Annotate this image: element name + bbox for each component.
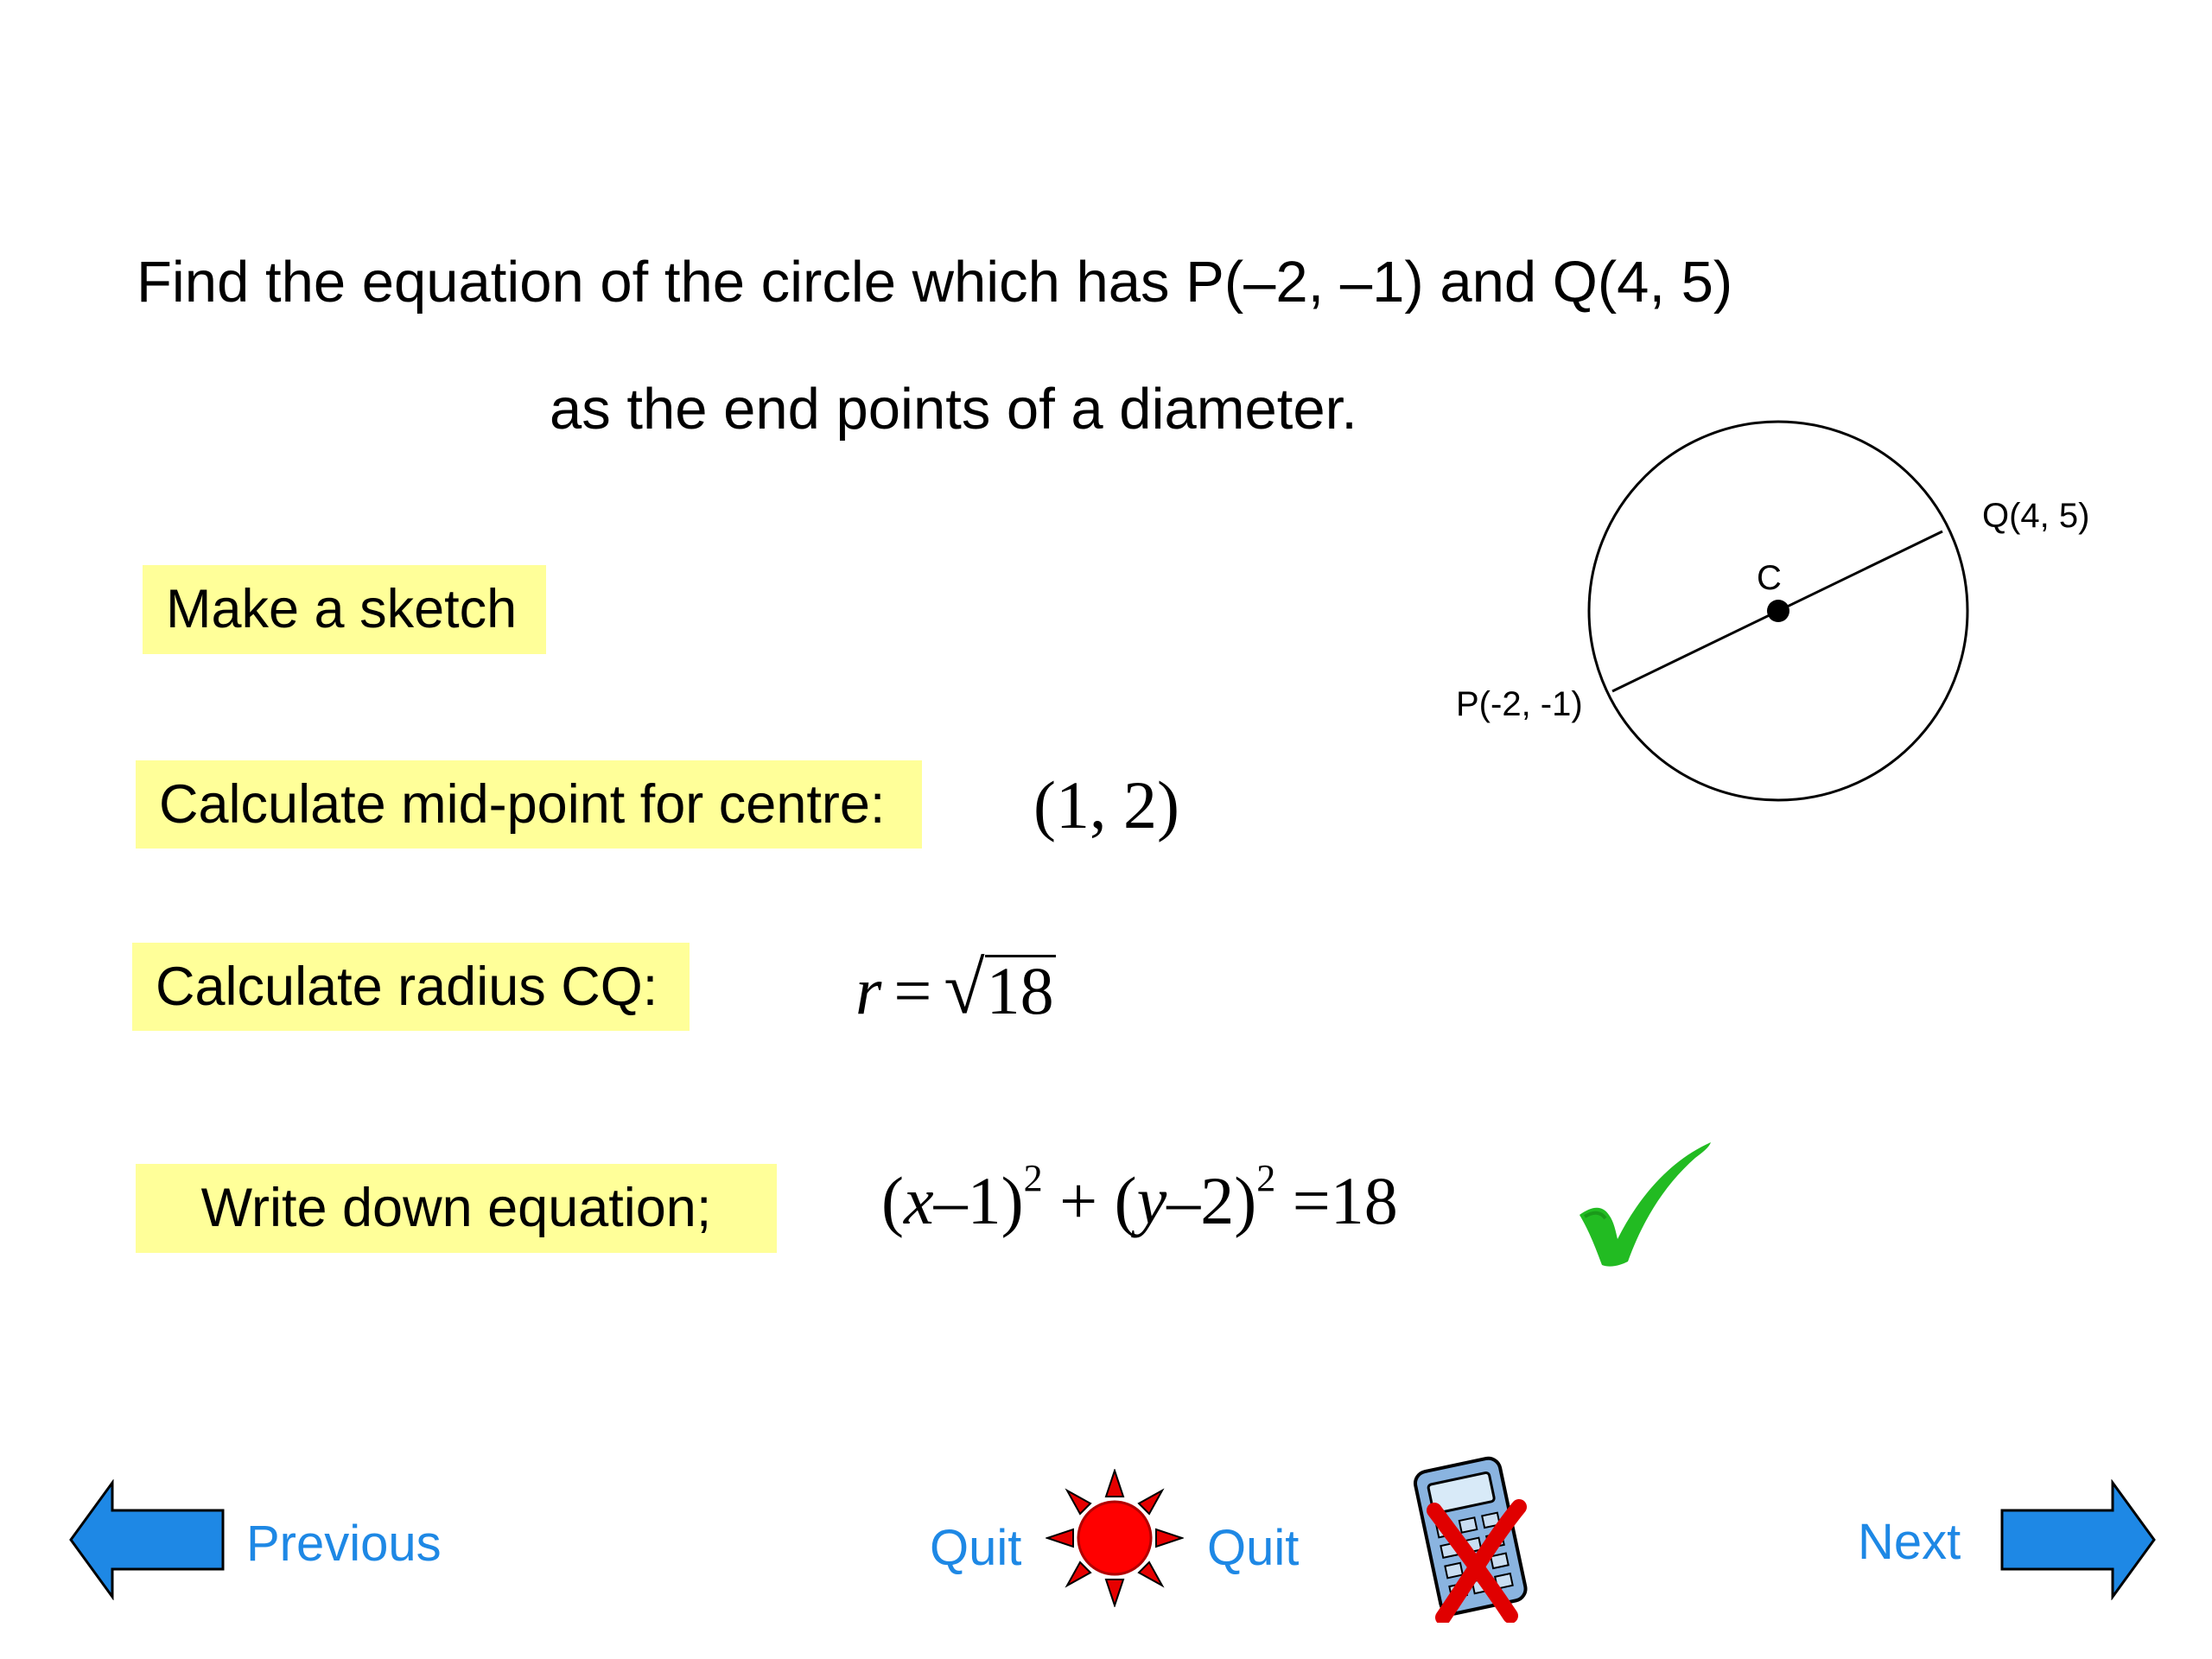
calculator-disabled-icon[interactable] <box>1408 1450 1547 1623</box>
radius-answer <box>855 946 1056 1029</box>
step-label: Calculate mid-point for centre: <box>159 773 886 835</box>
step-make-sketch[interactable] <box>143 565 546 654</box>
label-q: Q(4, 5) <box>1982 497 2090 535</box>
eq-equals: = <box>1292 1163 1331 1238</box>
eq-paren-open-1: ( <box>881 1163 904 1238</box>
eq-minus-1: – <box>933 1163 968 1238</box>
eq-paren-close-2: ) <box>1234 1163 1257 1238</box>
eq-const-2: 2 <box>1200 1163 1235 1238</box>
midpoint-answer: (1, 2) <box>1033 767 1179 842</box>
quit-button-right[interactable]: Quit <box>1207 1520 1300 1576</box>
eq-exponent-1: 2 <box>1023 1157 1043 1199</box>
question-line-2: as the end points of a diameter. <box>550 377 1357 442</box>
step-equation[interactable] <box>136 1164 777 1253</box>
label-c: C <box>1757 559 1782 597</box>
eq-const-1: 1 <box>967 1163 1001 1238</box>
radius-symbol: r <box>855 953 882 1028</box>
eq-plus: + <box>1059 1163 1098 1238</box>
radicand: 18 <box>986 953 1054 1028</box>
eq-rhs: 18 <box>1330 1163 1398 1238</box>
eq-paren-close-1: ) <box>1001 1163 1024 1238</box>
step-label: Calculate radius CQ: <box>156 956 658 1017</box>
equals-sign: = <box>893 953 932 1028</box>
arrow-right-icon[interactable] <box>1996 1479 2156 1600</box>
eq-paren-open-2: ( <box>1114 1163 1137 1238</box>
question-line-1: Find the equation of the circle which has P(–2, –1) and Q(4, 5) <box>137 250 1733 315</box>
sun-icon[interactable] <box>1046 1469 1184 1607</box>
arrow-left-icon[interactable] <box>69 1479 229 1600</box>
eq-minus-2: – <box>1166 1163 1201 1238</box>
next-button[interactable]: Next <box>1858 1514 1961 1570</box>
step-midpoint[interactable] <box>136 760 922 849</box>
sqrt-symbol: √ <box>944 946 985 1029</box>
step-radius[interactable] <box>132 943 690 1031</box>
eq-x: x <box>903 1163 934 1238</box>
circle-diagram <box>1417 397 2126 847</box>
eq-exponent-2: 2 <box>1256 1157 1276 1199</box>
check-icon <box>1573 1132 1719 1270</box>
centre-point <box>1767 600 1789 622</box>
eq-y: y <box>1136 1163 1167 1238</box>
previous-button[interactable]: Previous <box>246 1516 442 1572</box>
label-p: P(-2, -1) <box>1456 685 1583 723</box>
quit-button-left[interactable]: Quit <box>930 1520 1022 1576</box>
step-label: Write down equation; <box>200 1178 712 1238</box>
step-label: Make a sketch <box>166 579 518 639</box>
circle-equation <box>881 1157 1398 1238</box>
